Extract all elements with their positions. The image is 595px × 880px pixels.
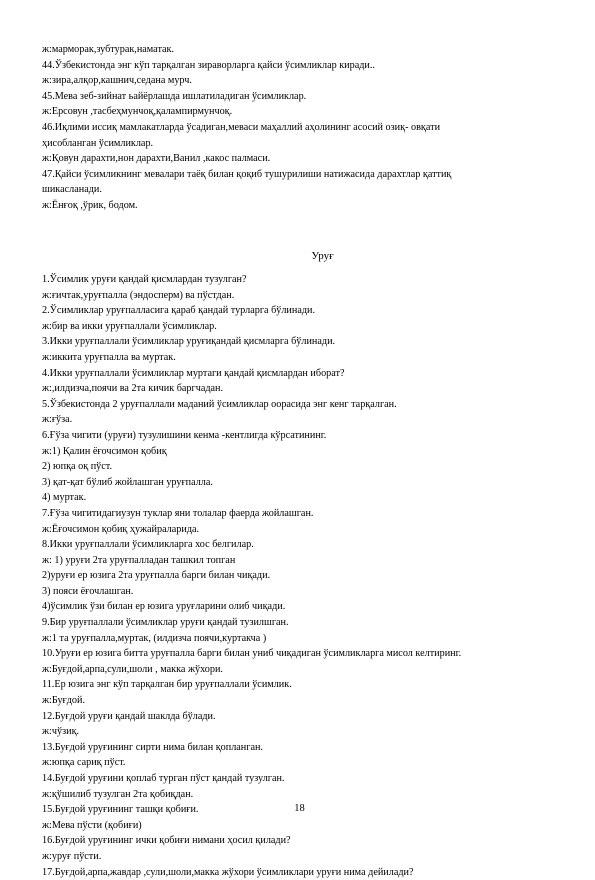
text-line: 4.Икки уруғпаллали ўсимликлар муртаги қандай қисмлардан иборат? <box>42 367 345 379</box>
text-line: ж:ғўза. <box>42 414 73 426</box>
text-line: 16.Буғдой уруғининг ички қобиғи нимани ҳосил қилади? <box>42 835 291 847</box>
text-line: ж: 1) уруғи 2та уруғпалладан ташкил топган <box>42 554 236 566</box>
text-line: 7.Ғўза чигитидагиузун туклар яни толалар фаерда жойлашган. <box>42 507 314 519</box>
text-line: 4) муртак. <box>42 492 87 504</box>
text-line: 6.Ғўза чигити (уруғи) тузулишини кенма -кентлигда кўрсатининг. <box>42 429 327 441</box>
main-text-block <box>42 272 562 880</box>
text-line: 1.Ўсимлик уруғи қандай қисмлардан тузулган? <box>42 274 247 285</box>
section-title: Уруғ <box>311 250 334 262</box>
text-line: 17.Буғдой,арпа,жавдар ,сули,шоли,макка жўхори ўсимликлари уруғи нима дейилади? <box>42 866 414 878</box>
text-line: ж:зира,алқор,кашнич,седана мурч. <box>42 75 192 87</box>
text-line: 3.Икки уруғпаллали ўсимликлар уруғиқандай қисмларга бўлинади. <box>42 336 336 348</box>
text-line: ҳисобланган ўсимликлар. <box>42 137 154 149</box>
text-line: ж:1 та уруғпалла,муртак, (илдизча поячи,куртакча ) <box>42 632 267 644</box>
text-line: ж:бир ва икки уруғпаллали ўсимликлар. <box>42 320 217 332</box>
page-number: 18 <box>294 803 305 814</box>
text-line: 2) юпқа оқ пўст. <box>42 461 113 473</box>
text-line: ж:марморак,зубтурак,наматак. <box>42 44 175 55</box>
text-line: ж:уруғ пўсти. <box>42 850 102 862</box>
text-line: 5.Ўзбекистонда 2 уруғпаллали маданий ўсимликлар оорасида энг кенг тарқалган. <box>42 398 397 410</box>
text-line: 9.Бир уруғпаллали ўсимликлар уруғи қандай тузилшган. <box>42 617 289 629</box>
text-line: ж:иккита уруғпалла ва муртак. <box>42 351 176 363</box>
text-line: 46.Иқлими иссиқ мамлакатларда ўсадиган,меваси маҳаллий аҳолининг асосий озиқ- овқати <box>42 121 441 133</box>
text-line: ж:чўзиқ. <box>42 726 80 738</box>
text-line: 11.Ер юзига энг кўп тарқалган бир уруғпаллали ўсимлик. <box>42 679 292 691</box>
text-line: ж:Буғдой. <box>42 695 86 707</box>
text-line: ж:Ёнғоқ ,ўрик, бодом. <box>42 199 138 211</box>
text-line: 13.Буғдой уруғининг сирти нима билан қопланган. <box>42 741 263 753</box>
text-line: 4)ўсимлик ўзи билан ер юзига уруғларини олиб чиқади. <box>42 601 286 613</box>
text-line: ж:,илдизча,поячи ва 2та кичик баргчадан. <box>42 383 224 395</box>
text-line: 45.Мева зеб-зийнат ьайёрлашда ишлатиладиган ўсимликлар. <box>42 90 307 102</box>
text-line: ж:Қовун дарахти,нон дарахти,Ванил ,какос палмаси. <box>42 153 271 165</box>
text-line: ж:Ерсовун ,тасбеҳмунчоқ,қалампирмунчоқ. <box>42 106 233 118</box>
text-line: 14.Буғдой уруғини қоплаб турган пўст қандай тузулган. <box>42 773 285 784</box>
text-line: 15.Буғдой уруғининг ташқи қобиғи. <box>42 804 199 816</box>
text-line: ж:Мева пўсти (қобиғи) <box>42 819 142 831</box>
top-text-block <box>42 42 562 214</box>
text-line: 3) пояси ёғочлашган. <box>42 585 134 597</box>
text-line: ж:қўшилиб тузулган 2та қобиқдан. <box>42 788 194 800</box>
text-line: 10.Уруғи ер юзига битта уруғпалла барги билан униб чиқадиган ўсимликларга мисол келтиринг. <box>42 648 462 660</box>
text-line: ж:1) Қалин ёғочсимон қобиқ <box>42 445 167 457</box>
text-line: 47.Қайси ўсимликнинг мевалари таёқ билан қоқиб тушурилиши натижасида дарахтлар қаттиқ <box>42 168 452 180</box>
text-line: шикасланади. <box>42 184 102 196</box>
text-line: 44.Ўзбекистонда энг кўп тарқалган зираворларга қайси ўсимликлар киради.. <box>42 59 375 71</box>
text-line: 8.Икки уруғпаллали ўсимликларга хос белгилар. <box>42 539 254 551</box>
text-line: ж:ғичтак,уруғпалла (эндосперм) ва пўстдан. <box>42 289 235 301</box>
text-line: 3) қат-қат бўлиб жойлашган уруғпалла. <box>42 476 213 488</box>
text-line: ж:Буғдой,арпа,сули,шоли , макка жўхори. <box>42 663 223 675</box>
text-line: ж:Ёғочсимон қобиқ ҳужайраларида. <box>42 523 200 535</box>
text-line: 2)уруғи ер юзига 2та уруғпалла барги билан чиқади. <box>42 570 271 582</box>
text-line: 12.Буғдой уруғи қандай шаклда бўлади. <box>42 710 216 722</box>
text-line: 2.Ўсимликлар уруғпалласига қараб қандай турларга бўлинади. <box>42 305 316 317</box>
text-line: ж:юпқа сариқ пўст. <box>42 757 126 769</box>
